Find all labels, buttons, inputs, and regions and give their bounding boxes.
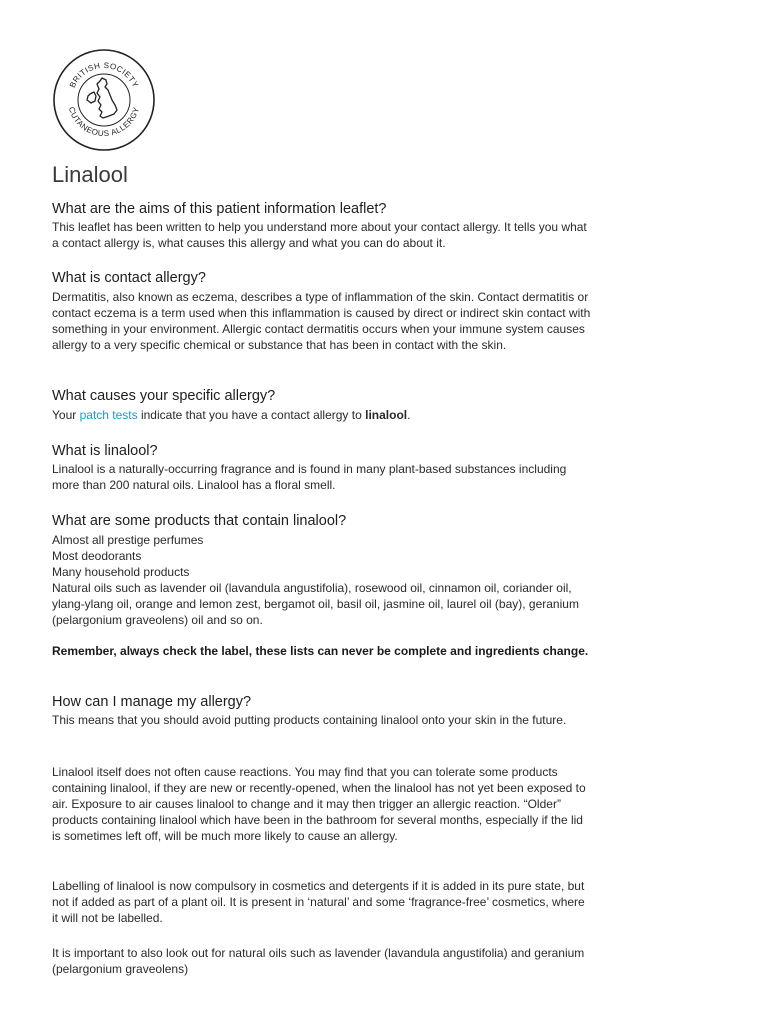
- uk-map-icon: [87, 78, 117, 118]
- page-title: Linalool: [52, 162, 128, 187]
- patch-tests-link[interactable]: patch tests: [79, 408, 138, 422]
- manage-paragraph-4: It is important to also look out for natural oils such as lavender (lavandula angustifolia) and geranium (pelargonium graveolens): [52, 946, 585, 976]
- logo-text-bottom: CUTANEOUS ALLERGY: [66, 105, 142, 139]
- section-products-heading: What are some products that contain linalool?: [52, 513, 347, 529]
- section-contact-allergy-body: Dermatitis, also known as eczema, describes a type of inflammation of the skin. Contact dermatitis or contact eczema is a term used when this inflammation is caused by direct or indirect skin contact with something in your environment. Allergic contact dermatitis occurs when your immune system causes allergy to a very specific chemical or substance that has been in contact with the skin.: [52, 290, 591, 352]
- products-list: [52, 532, 592, 628]
- list-item: Most deodorants: [52, 549, 142, 563]
- manage-paragraph-1: This means that you should avoid putting products containing linalool onto your skin in the future.: [52, 713, 567, 727]
- manage-paragraph-3: Labelling of linalool is now compulsory in cosmetics and detergents if it is added in its pure state, but not if added as part of a plant oil. It is present in ‘natural’ and some ‘fragrance-free’ cosmetics, where it will not be labelled.: [52, 879, 585, 925]
- list-item: Natural oils such as lavender oil (lavandula angustifolia), rosewood oil, cinnamon oil, coriander oil, ylang-ylang oil, orange and lemon zest, bergamot oil, basil oil, jasmine oil, laurel oil (bay), geranium (pelargonium graveolens) oil and so on.: [52, 581, 579, 627]
- manage-paragraph-2: Linalool itself does not often cause reactions. You may find that you can tolerate some products containing linalool, if they are new or recently-opened, when the linalool has not yet been exposed to air. Exposure to air causes linalool to change and it may then trigger an allergic reaction. “Older” products containing linalool which have been in the bathroom for several months, especially if the lid is sometimes left off, will be much more likely to cause an allergy.: [52, 765, 586, 843]
- section-manage-heading: How can I manage my allergy?: [52, 694, 252, 710]
- remember-note: Remember, always check the label, these lists can never be complete and ingredients change.: [52, 644, 589, 658]
- section-contact-allergy-heading: What is contact allergy?: [52, 270, 206, 286]
- section-aims-heading: What are the aims of this patient information leaflet?: [52, 201, 387, 217]
- section-causes-heading: What causes your specific allergy?: [52, 388, 276, 404]
- section-causes-body: Your patch tests indicate that you have a contact allergy to linalool.: [52, 408, 411, 422]
- section-what-is-heading: What is linalool?: [52, 443, 158, 459]
- section-aims-body: This leaflet has been written to help you understand more about your contact allergy. It tells you what a contact allergy is, what causes this allergy and what you can do about it.: [52, 220, 587, 250]
- allergen-name: linalool: [365, 408, 408, 422]
- bsca-logo: [52, 48, 156, 152]
- list-item: Almost all prestige perfumes: [52, 533, 204, 547]
- logo-text-top: BRITISH SOCIETY: [67, 60, 141, 90]
- section-what-is-body: Linalool is a naturally-occurring fragrance and is found in many plant-based substances including more than 200 natural oils. Linalool has a floral smell.: [52, 462, 567, 492]
- list-item: Many household products: [52, 565, 190, 579]
